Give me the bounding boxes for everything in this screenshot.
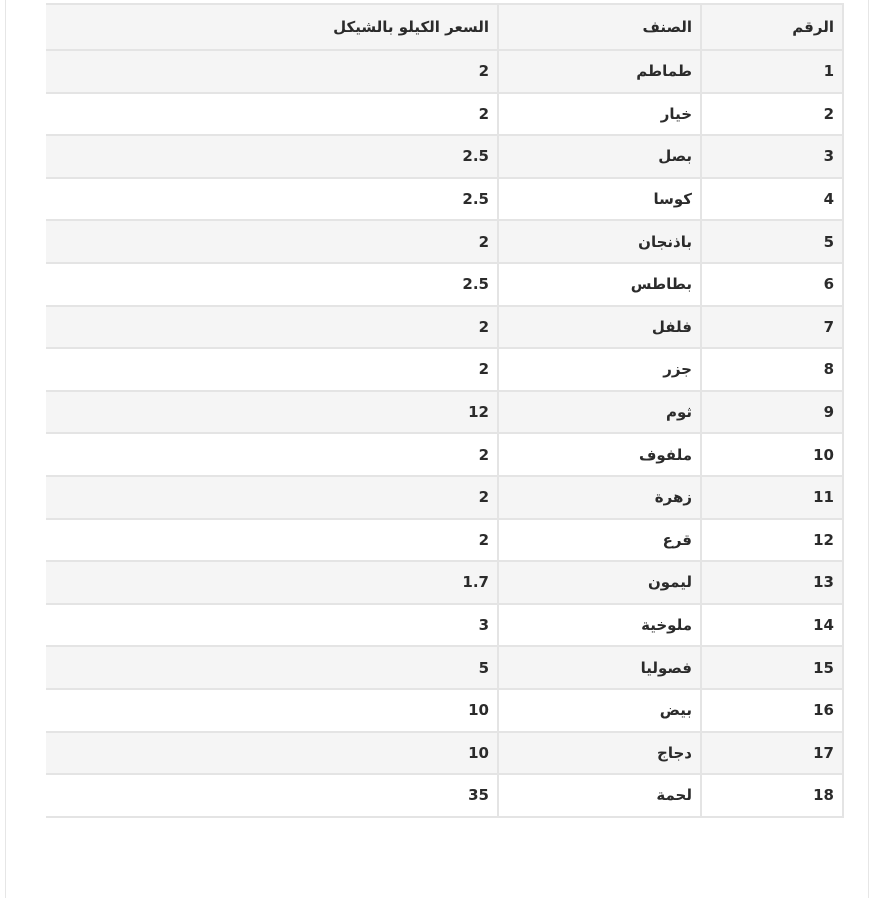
- table-row: [46, 178, 843, 221]
- header-item: الصنف: [498, 4, 701, 50]
- header-number: الرقم: [701, 4, 843, 50]
- cell-item: بيض: [498, 689, 701, 732]
- table-header: [46, 4, 843, 50]
- table-row: [46, 220, 843, 263]
- table-row: [46, 306, 843, 349]
- table-row: [46, 433, 843, 476]
- cell-price: 2.5: [46, 178, 498, 221]
- cell-number: 15: [701, 646, 843, 689]
- table-row: [46, 348, 843, 391]
- cell-price: 2: [46, 433, 498, 476]
- cell-item: خيار: [498, 93, 701, 136]
- table-row: [46, 689, 843, 732]
- cell-number: 16: [701, 689, 843, 732]
- cell-item: ملفوف: [498, 433, 701, 476]
- cell-number: 6: [701, 263, 843, 306]
- cell-number: 13: [701, 561, 843, 604]
- cell-price: 2: [46, 93, 498, 136]
- cell-price: 1.7: [46, 561, 498, 604]
- cell-price: 2.5: [46, 135, 498, 178]
- cell-number: 5: [701, 220, 843, 263]
- cell-item: بصل: [498, 135, 701, 178]
- table-row: [46, 263, 843, 306]
- cell-price: 2: [46, 348, 498, 391]
- cell-item: زهرة: [498, 476, 701, 519]
- cell-item: جزر: [498, 348, 701, 391]
- cell-number: 17: [701, 732, 843, 775]
- header-price: السعر الكيلو بالشيكل: [46, 4, 498, 50]
- cell-number: 4: [701, 178, 843, 221]
- cell-price: 2: [46, 50, 498, 93]
- cell-item: ليمون: [498, 561, 701, 604]
- table-row: [46, 135, 843, 178]
- cell-number: 10: [701, 433, 843, 476]
- table-row: [46, 391, 843, 434]
- header-row: [46, 4, 843, 50]
- table-row: [46, 50, 843, 93]
- cell-item: باذنجان: [498, 220, 701, 263]
- cell-number: 9: [701, 391, 843, 434]
- cell-item: ثوم: [498, 391, 701, 434]
- table-row: [46, 646, 843, 689]
- cell-number: 14: [701, 604, 843, 647]
- cell-item: قرع: [498, 519, 701, 562]
- cell-price: 2: [46, 306, 498, 349]
- page-container: [5, 0, 869, 898]
- cell-number: 1: [701, 50, 843, 93]
- table-body: [46, 50, 843, 817]
- cell-item: طماطم: [498, 50, 701, 93]
- table-row: [46, 93, 843, 136]
- cell-price: 2.5: [46, 263, 498, 306]
- cell-number: 12: [701, 519, 843, 562]
- cell-price: 5: [46, 646, 498, 689]
- price-table: [46, 3, 844, 818]
- table-row: [46, 519, 843, 562]
- cell-item: كوسا: [498, 178, 701, 221]
- cell-number: 7: [701, 306, 843, 349]
- cell-item: بطاطس: [498, 263, 701, 306]
- cell-price: 12: [46, 391, 498, 434]
- table-row: [46, 561, 843, 604]
- cell-price: 10: [46, 689, 498, 732]
- cell-number: 2: [701, 93, 843, 136]
- table-row: [46, 476, 843, 519]
- cell-item: دجاج: [498, 732, 701, 775]
- table-row: [46, 774, 843, 817]
- cell-price: 35: [46, 774, 498, 817]
- cell-number: 11: [701, 476, 843, 519]
- table-row: [46, 604, 843, 647]
- cell-price: 3: [46, 604, 498, 647]
- cell-price: 2: [46, 220, 498, 263]
- cell-number: 3: [701, 135, 843, 178]
- cell-item: لحمة: [498, 774, 701, 817]
- table-row: [46, 732, 843, 775]
- cell-item: ملوخية: [498, 604, 701, 647]
- cell-price: 2: [46, 476, 498, 519]
- cell-number: 18: [701, 774, 843, 817]
- cell-item: فلفل: [498, 306, 701, 349]
- cell-price: 2: [46, 519, 498, 562]
- cell-price: 10: [46, 732, 498, 775]
- cell-item: فصوليا: [498, 646, 701, 689]
- cell-number: 8: [701, 348, 843, 391]
